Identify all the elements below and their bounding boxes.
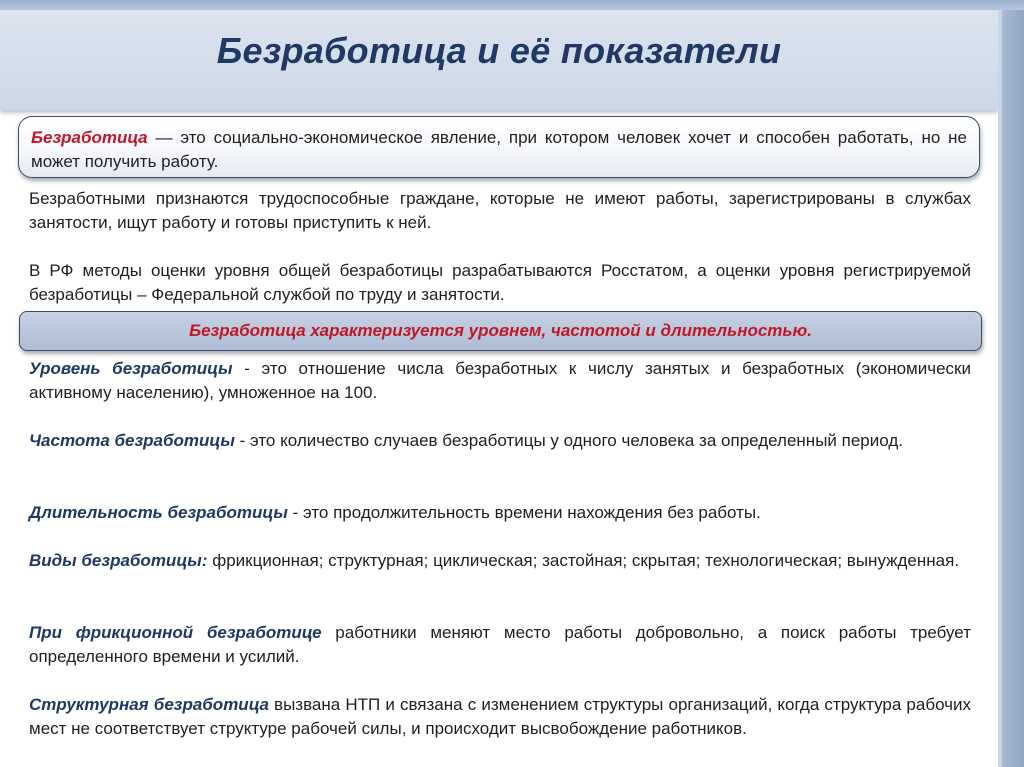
level-text: - это отношение числа безработных к числу занятых и безработных (экономически активному населению), умноженное на 100. bbox=[29, 359, 971, 402]
rf-methods-paragraph: В РФ методы оценки уровня общей безработицы разрабатываются Росстатом, а оценки уровня регистрируемой безработицы – Федеральной службой по труду и занятости. bbox=[29, 261, 971, 304]
frictional-term: При фрикционной безработице bbox=[29, 623, 322, 642]
right-side-band bbox=[998, 10, 1024, 767]
definition-text: — это социально-экономическое явление, при котором человек хочет и способен работать, но не может получить работу. bbox=[31, 128, 967, 171]
definition-box bbox=[18, 116, 980, 178]
structural-term: Структурная безработица bbox=[29, 695, 269, 714]
frictional-text: работники меняют место работы добровольно, а поиск работы требует определенного времени и усилий. bbox=[29, 623, 971, 666]
types-term: Виды безработицы: bbox=[29, 551, 208, 570]
frequency-item bbox=[29, 429, 971, 453]
frictional-item bbox=[29, 621, 971, 669]
top-band bbox=[0, 0, 1024, 10]
characteristics-banner: Безработица характеризуется уровнем, частотой и длительностью. bbox=[19, 311, 982, 351]
page-title: Безработица и её показатели bbox=[216, 30, 782, 71]
duration-term: Длительность безработицы bbox=[29, 503, 288, 522]
structural-item bbox=[29, 693, 971, 741]
definition-term: Безработица bbox=[31, 128, 148, 147]
recognized-paragraph: Безработными признаются трудоспособные граждане, которые не имеют работы, зарегистрированы в службах занятости, ищут работу и готовы приступить к ней. bbox=[29, 189, 971, 232]
frequency-term: Частота безработицы bbox=[29, 431, 235, 450]
level-item bbox=[29, 357, 971, 405]
structural-text: вызвана НТП и связана с изменением структуры организаций, когда структура рабочих мест не соответствует структуре рабочей силы, и происходит высвобождение работников. bbox=[29, 695, 972, 738]
types-text: фрикционная; структурная; циклическая; застойная; скрытая; технологическая; вынужденная. bbox=[207, 551, 960, 570]
level-term: Уровень безработицы bbox=[29, 359, 233, 378]
right-band-highlight bbox=[998, 10, 1002, 767]
types-item bbox=[29, 549, 971, 573]
duration-item bbox=[29, 501, 971, 525]
frequency-text: - это количество случаев безработицы у одного человека за определенный период. bbox=[234, 431, 903, 450]
duration-text: - это продолжительность времени нахождения без работы. bbox=[287, 503, 761, 522]
